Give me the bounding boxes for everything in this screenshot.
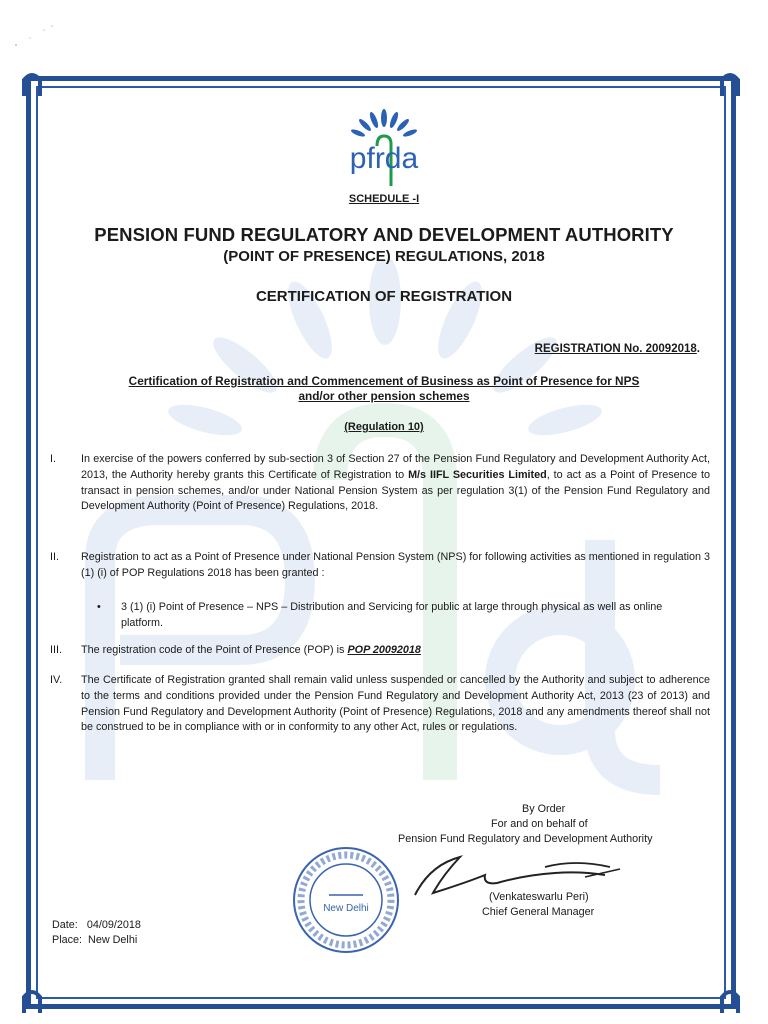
entity-name: M/s IIFL Securities Limited (408, 468, 547, 481)
schedule-heading: SCHEDULE -I (348, 193, 420, 205)
paragraph-number: IV. (50, 674, 63, 686)
paragraph-number: II. (50, 551, 59, 563)
pfrda-logo-icon (330, 108, 438, 190)
date-value: 04/09/2018 (86, 919, 141, 931)
pop-code: POP 20092018 (347, 644, 421, 656)
authority-name: Pension Fund Regulatory and Development Authority (398, 833, 653, 845)
paragraph-3: III. The registration code of the Point of Presence (POP) is POP 20092018 (50, 643, 710, 659)
official-stamp (291, 845, 401, 955)
paragraph-number: III. (50, 644, 62, 656)
on-behalf: For and on behalf of (491, 818, 588, 830)
regulation-reference: (Regulation 10) (344, 421, 424, 433)
by-order: By Order (522, 803, 566, 815)
paragraph-1: I. In exercise of the powers conferred by sub-section 3 of Section 27 of the Pension Fund Regulatory and Development Authority Act, 2013, the Authority hereby grants this Certificate of Registration to M/s IIFL Securities Limited, to act as a Point of Presence to transact in pension schemes, and/or under National Pension System as per regulation 3(1) of the Pension Fund Regulatory and Development Authority (Point of Presence) Regulations, 2018. (50, 453, 710, 513)
registration-label: REGISTRATION No. (534, 343, 643, 355)
logo-text: pfrda (349, 142, 419, 175)
scan-speckles (8, 18, 68, 58)
signatory-designation: Chief General Manager (482, 906, 595, 918)
paragraph-number: I. (50, 453, 56, 465)
paragraph-2: II. Registration to act as a Point of Presence under National Pension System (NPS) for following activities as mentioned in regulation 3 (1) (i) of POP Regulations 2018 has been granted : (50, 551, 710, 579)
authority-title: PENSION FUND REGULATORY AND DEVELOPMENT AUTHORITY (94, 224, 674, 245)
subtitle-line-1: Certification of Registration and Commencement of Business as Point of Presence for NPS (128, 374, 640, 388)
regulations-title: (POINT OF PRESENCE) REGULATIONS, 2018 (223, 248, 545, 265)
place-line (52, 933, 137, 948)
subtitle-line-2: and/or other pension schemes (298, 389, 470, 403)
corner-ornament-top-left (22, 72, 42, 96)
date-line (52, 918, 141, 933)
registration-value: 20092018 (645, 343, 697, 355)
date-label: Date: (52, 919, 78, 931)
certificate-title: CERTIFICATION OF REGISTRATION (255, 288, 513, 305)
bullet-dot: • (97, 601, 101, 613)
corner-ornament-bottom-right (720, 989, 740, 1013)
place-value: New Delhi (88, 934, 138, 946)
stamp-text: New Delhi (323, 903, 369, 914)
activity-bullet: • 3 (1) (i) Point of Presence – NPS – Distribution and Servicing for public at large through physical as well as online platform. (97, 601, 663, 629)
paragraph-4: IV. The Certificate of Registration granted shall remain valid unless suspended or cancelled by the Authority and subject to adherence to the terms and conditions provided under the Pension Fund Regulatory and Development Authority Act, 2013 (23 of 2013) and Pension Fund Regulatory and Development Authority (Point of Presence) Regulations, 2018 and any amendments thereof shall not be construed to be in compliance with or in conformity to any other Act, rules or regulations. (50, 674, 710, 734)
place-label: Place: (52, 934, 83, 946)
certificate-subtitle (70, 374, 698, 404)
corner-ornament-top-right (720, 72, 740, 96)
corner-ornament-bottom-left (22, 989, 42, 1013)
registration-number: REGISTRATION No. 20092018. (534, 343, 700, 355)
signatory-name: (Venkateswarlu Peri) (489, 891, 589, 903)
